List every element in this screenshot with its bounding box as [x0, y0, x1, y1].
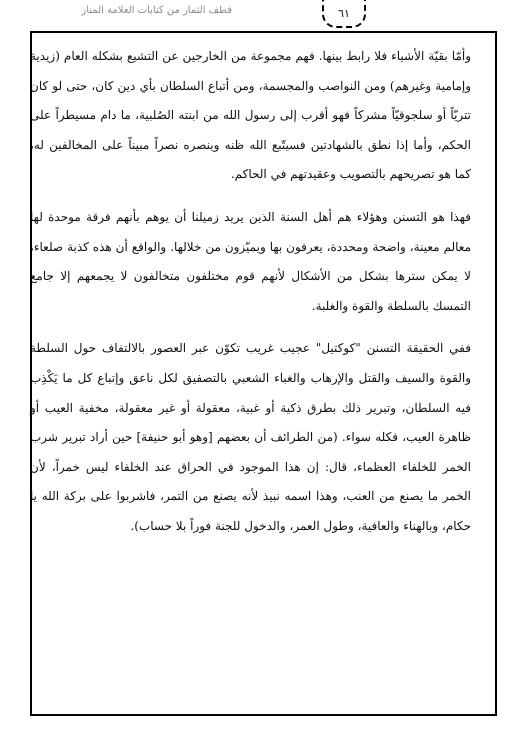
page-number — [322, 0, 366, 28]
header-title: قطف الثمار من كتابات العلامة المنار — [81, 5, 232, 16]
paragraph-3: ففي الحقيقة التسنن "كوكتيل" عجيب غريب تكوّن عبر العصور بالالتفاف حول السلطة والقوة والسيف والقتل والإرهاب والغباء الشعبي بالتصفيق لكل ناعق وإتباع كل ما يَكْذِب فيه السلطان، وتبرير ذلك بطرق ذكية أو غبية، معقولة أو غير معقولة، مخفية العيب أو ظاهرة العيب، فكله سواء. (من الطرائف أن بعضهم [وهو أبو حنيفة] حين أراد تبرير شرب الخمر للخلفاء العظماء، قال: إن هذا الموجود في الحراق عند الخلفاء ليس خمراً، لأن الخمر ما يصنع من العنب، وهذا اسمه نبيذ لأنه يصنع من التمر، فاشربوا على بركة الله يا حكام، وبالهناء والعافية، وطول العمر، والدخول للجنة فوراً بلا حساب). — [30, 341, 471, 533]
page-number-label: ٦١ — [338, 7, 350, 20]
paragraph-1: وأمّا بقيّة الأشياء فلا رابط بينها. فهم مجموعة من الخارجين عن التشيع بشكله العام (زيدية وإمامية وغيرهم) ومن النواصب والمجسمة، ومن أتباع السلطان بأي دين كان، حتى لو كان تتريّاً أو سلجوقيّاً مشركاً فهو أقرب إلى رسول الله من ابنته الصُلبية، ما دام مسيطراً على الحكم، وأما إذا نطق بالشهادتين فسيتّبع الله ظنه وينصره نصراً مبيناً على المخالفين له، كما هو تصريحهم بالتصويب وعقيدتهم في الحاكم. — [30, 49, 471, 182]
paragraph-2: فهذا هو التسنن وهؤلاء هم أهل السنة الذين يريد زميلنا أن يوهم بأنهم فرقة موحدة لها معالم معينة، واضحة ومحددة، يعرفون بها ويميّزون من خلالها. والواقع أن هذه كذبة صلعاء، لا يمكن سترها بشكل من الأشكال لأنهم قوم مختلفون متخالفون لا يجمعهم إلا جامع التمسك بالسلطة والقوة والغلبة. — [30, 209, 471, 313]
page-body — [30, 42, 471, 555]
